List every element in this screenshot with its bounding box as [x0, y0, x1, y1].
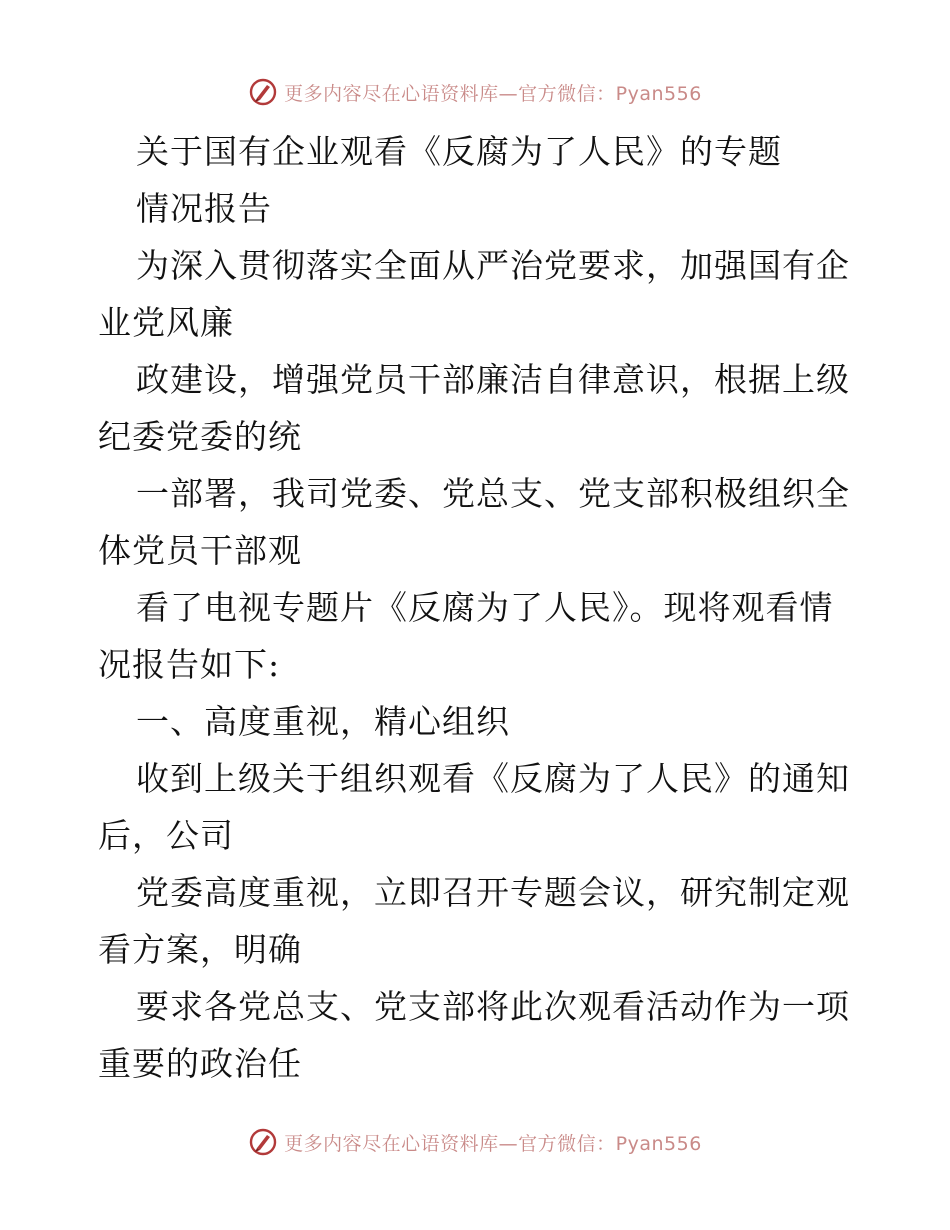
text-line: 看方案，明确	[98, 930, 302, 969]
text-line: 体党员干部观	[98, 531, 302, 570]
banner-text: 更多内容尽在心语资料库—官方微信：Pyan556	[284, 1132, 702, 1155]
footer-banner	[0, 1122, 950, 1162]
text-line: 后，公司	[98, 816, 234, 855]
text-line: 一、高度重视，精心组织	[136, 702, 510, 741]
header-banner	[0, 72, 950, 112]
pen-logo-icon	[248, 77, 278, 107]
text-line: 看了电视专题片《反腐为了人民》。现将观看情	[136, 588, 834, 627]
text-line: 纪委党委的统	[98, 417, 302, 456]
text-line: 为深入贯彻落实全面从严治党要求，加强国有企	[136, 246, 850, 285]
document-body	[98, 123, 858, 1092]
text-line: 党委高度重视，立即召开专题会议，研究制定观	[136, 873, 850, 912]
text-line: 业党风廉	[98, 303, 234, 342]
text-line: 重要的政治任	[98, 1044, 302, 1083]
text-line: 收到上级关于组织观看《反腐为了人民》的通知	[136, 759, 850, 798]
text-line: 况报告如下:	[98, 645, 281, 684]
banner-text: 更多内容尽在心语资料库—官方微信：Pyan556	[284, 82, 702, 105]
text-line: 关于国有企业观看《反腐为了人民》的专题	[136, 132, 782, 171]
text-line: 一部署，我司党委、党总支、党支部积极组织全	[136, 474, 850, 513]
text-line: 政建设，增强党员干部廉洁自律意识，根据上级	[136, 360, 850, 399]
text-line: 要求各党总支、党支部将此次观看活动作为一项	[136, 987, 850, 1026]
pen-logo-icon	[248, 1127, 278, 1157]
text-line: 情况报告	[136, 189, 272, 228]
